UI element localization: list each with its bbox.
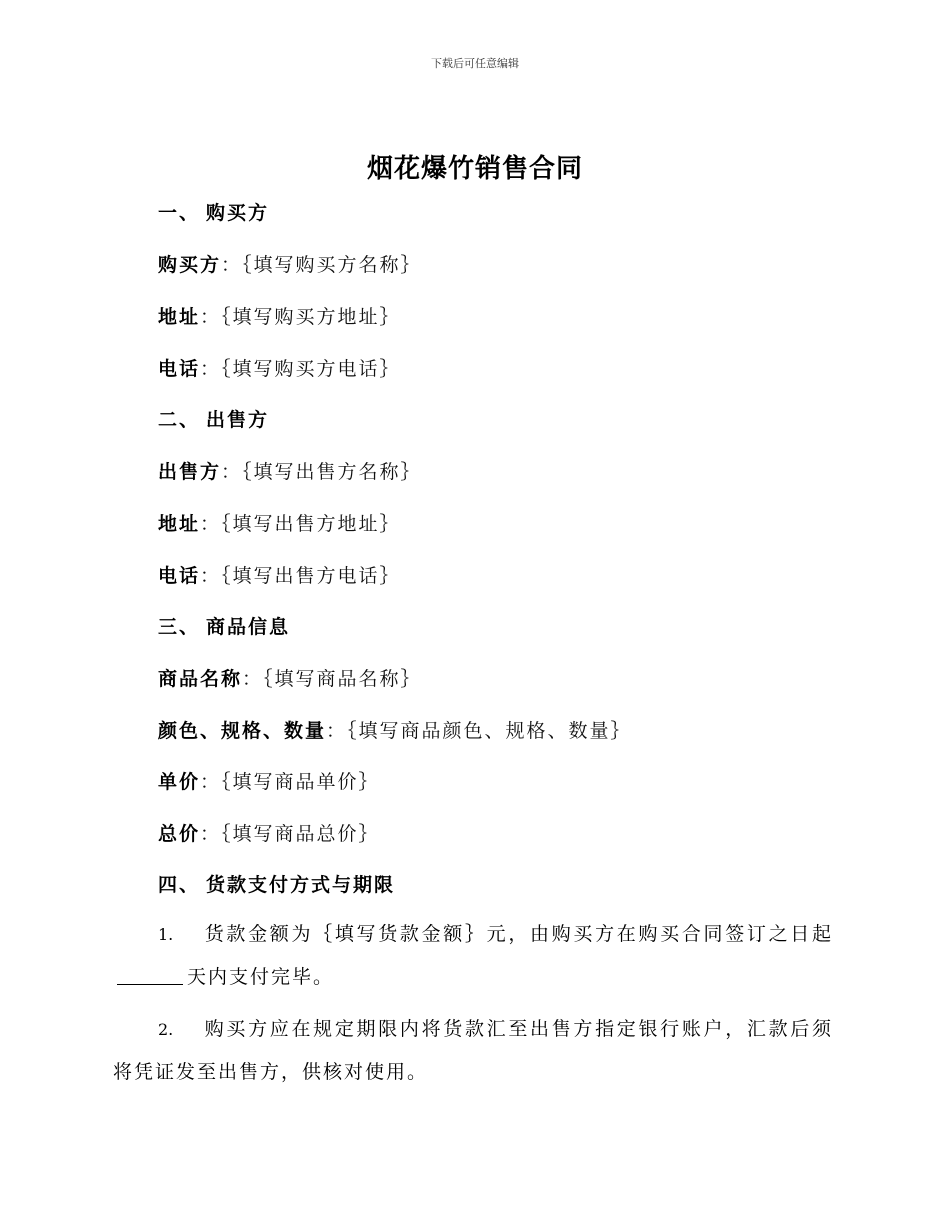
buyer-address-field: ：｛填写购买方地址｝ [200, 306, 401, 328]
goods-total-price-field: ：｛填写商品总价｝ [200, 823, 380, 845]
section-number: 三、 [158, 616, 201, 638]
goods-unit-price-line [158, 767, 380, 794]
seller-phone-field: ：｛填写出售方电话｝ [200, 565, 401, 587]
seller-address-line [158, 509, 401, 536]
section-title: 购买方 [206, 202, 270, 224]
buyer-phone-field: ：｛填写购买方电话｝ [200, 358, 401, 380]
seller-address-label: 地址 [158, 513, 201, 535]
goods-total-price-label: 总价 [158, 823, 201, 845]
section-heading-goods [158, 612, 290, 639]
page-header-note: 下载后可任意编辑 [431, 57, 519, 70]
goods-unit-price-label: 单价 [158, 771, 201, 793]
section-number: 四、 [158, 874, 201, 896]
seller-name-field: ：｛填写出售方名称｝ [221, 461, 422, 483]
section-title: 商品信息 [206, 616, 291, 638]
seller-name-label: 出售方 [158, 461, 222, 483]
section-heading-buyer [158, 198, 269, 225]
clause-text: 购买方应在规定期限内将货款汇至出售方指定银行账户，汇款后须将凭证发至出售方，供核对使用。 [113, 1018, 833, 1083]
goods-spec-field: ：｛填写商品颜色、规格、数量｝ [326, 720, 632, 742]
payment-clause-2 [113, 1008, 833, 1093]
goods-total-price-line [158, 819, 380, 846]
goods-spec-label: 颜色、规格、数量 [158, 720, 327, 742]
section-heading-payment [158, 870, 395, 897]
buyer-name-field: ：｛填写购买方名称｝ [221, 254, 422, 276]
goods-name-label: 商品名称 [158, 668, 243, 690]
seller-phone-line [158, 561, 401, 588]
section-title: 货款支付方式与期限 [206, 874, 396, 896]
buyer-phone-line [158, 354, 401, 381]
goods-name-line [158, 664, 422, 691]
goods-spec-line [158, 716, 632, 743]
section-heading-seller [158, 405, 269, 432]
goods-name-field: ：｛填写商品名称｝ [242, 668, 422, 690]
buyer-address-line [158, 302, 401, 329]
section-number: 一、 [158, 202, 201, 224]
buyer-name-line [158, 250, 422, 277]
section-number: 二、 [158, 409, 201, 431]
seller-address-field: ：｛填写出售方地址｝ [200, 513, 401, 535]
document-title: 烟花爆竹销售合同 [366, 154, 583, 184]
clause-text-end: 天内支付完毕。 [187, 966, 335, 988]
goods-unit-price-field: ：｛填写商品单价｝ [200, 771, 380, 793]
payment-clause-1 [113, 913, 833, 998]
section-title: 出售方 [206, 409, 270, 431]
blank-days-field [117, 966, 183, 985]
clause-text: 货款金额为｛填写货款金额｝元，由购买方在购买合同签订之日起 [204, 923, 833, 945]
buyer-phone-label: 电话 [158, 358, 201, 380]
clause-number: 1. [158, 925, 174, 944]
clause-number: 2. [158, 1020, 174, 1039]
buyer-name-label: 购买方 [158, 254, 222, 276]
seller-name-line [158, 457, 422, 484]
seller-phone-label: 电话 [158, 565, 201, 587]
buyer-address-label: 地址 [158, 306, 201, 328]
